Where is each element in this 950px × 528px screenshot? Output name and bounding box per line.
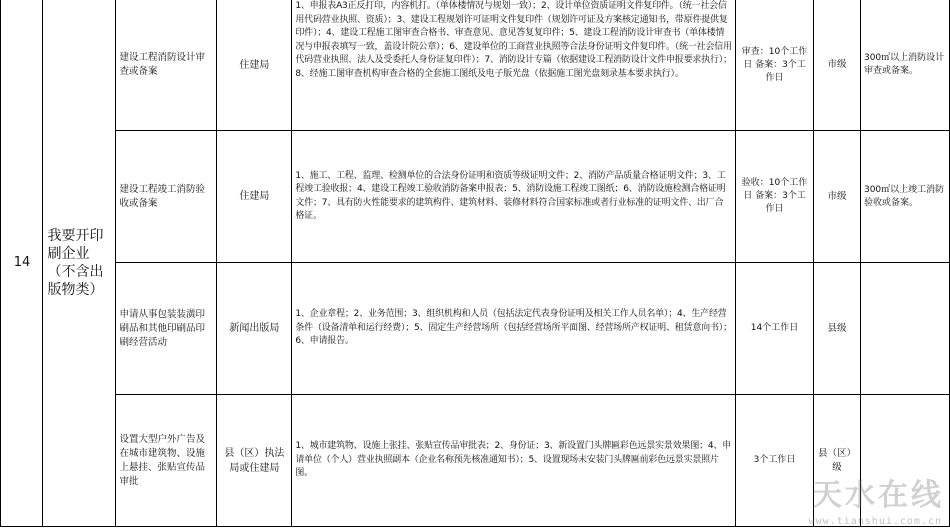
- row-number: 14: [1, 0, 43, 527]
- item-name: 建设工程竣工消防验收或备案: [116, 131, 217, 263]
- approval-level: 市级: [814, 131, 861, 263]
- remark: [860, 263, 949, 395]
- department: 新闻出版局: [217, 263, 292, 395]
- department: 住建局: [217, 131, 292, 263]
- table-row: [0, 0, 950, 131]
- approval-level: 县（区）级: [814, 395, 861, 527]
- table-row: [0, 263, 950, 395]
- processing-time: 验收：10个工作日 备案：3个工作日: [736, 131, 814, 263]
- required-materials: 1、企业章程；2、业务范围；3、组织机构和人员（包括法定代表身份证明及相关工作人员名单）；4、生产经营条件（设备清单和运行经费）；5、固定生产经营场所（包括经营场所平面图、经营场所产权证明、租赁意向书）；6、申请报告。: [292, 263, 736, 395]
- required-materials: 1、申报表A3正反打印，内容机打。（单体楼情况与规划一致）；2、设计单位资质证明文件复印件。（统一社会信用代码营业执照、资质）；3、建设工程规划许可证明文件复印件（规划许可证及方案核定通知书，带原件提供复印件）；4、建设工程施工图审查合格书、审查意见、意见答复复印件；5、建设工程消防设计审查书（单体楼情况与申报表填写一致，盖设计院公章）；6、建设单位的工商营业执照等合法身份证明文件复印件。（统一社会信用代码营业执照、法人及受委托人身份证复印件）；7、消防设计专篇（依据建设工程消防设计文件申报要求执行）；8、经施工图审查机构审查合格的全套施工图纸及电子版光盘（依据施工图光盘刻录基本要求执行）。: [292, 0, 736, 131]
- department: 住建局: [217, 0, 292, 131]
- department: 县（区）执法局或住建局: [217, 395, 292, 527]
- remark: 300㎡以上消防设计审查或备案。: [860, 0, 949, 131]
- item-name: 建设工程消防设计审查或备案: [116, 0, 217, 131]
- table-row: [0, 131, 950, 263]
- required-materials: 1、施工、工程、监理、检测单位的合法身份证明和资质等级证明文件；2、消防产品质量合格证明文件；3、工程竣工验收报；4、建设工程竣工验收消防备案申报表；5、消防设施工程竣工图纸；6、消防设施检测合格证明文件；7、具有防火性能要求的建筑构件、建筑材料、装修材料符合国家标准或者行业标准的证明文件、出厂合格证。: [292, 131, 736, 263]
- table-row: [0, 395, 950, 527]
- processing-time: 3个工作日: [736, 395, 814, 527]
- item-name: 申请从事包装装潢印刷品和其他印刷品印刷经营活动: [116, 263, 217, 395]
- watermark-url: www.tianshui.com.cn: [808, 516, 942, 527]
- approval-level: 市级: [814, 0, 861, 131]
- approval-level: 县级: [814, 263, 861, 395]
- remark: 300㎡以上竣工消防验收或备案。: [860, 131, 949, 263]
- required-materials: 1、城市建筑物、设施上张挂、张贴宣传品审批表；2、身份证；3、新设置门头牌匾彩色远景实景效果图；4、申请单位（个人）营业执照副本（企业名称预先核准通知书）；5、设置现场未安装门头牌匾前彩色远景实景照片图。: [292, 395, 736, 527]
- processing-time: 审查：10个工作日 备案：3个工作日: [736, 0, 814, 131]
- watermark-logo: 天水在线: [812, 478, 944, 513]
- item-name: 设置大型户外广告及在城市建筑物、设施上悬挂、张贴宣传品审批: [116, 395, 217, 527]
- category-cell: 我要开印刷企业（不含出版物类）: [43, 0, 116, 527]
- processing-time: 14个工作日: [736, 263, 814, 395]
